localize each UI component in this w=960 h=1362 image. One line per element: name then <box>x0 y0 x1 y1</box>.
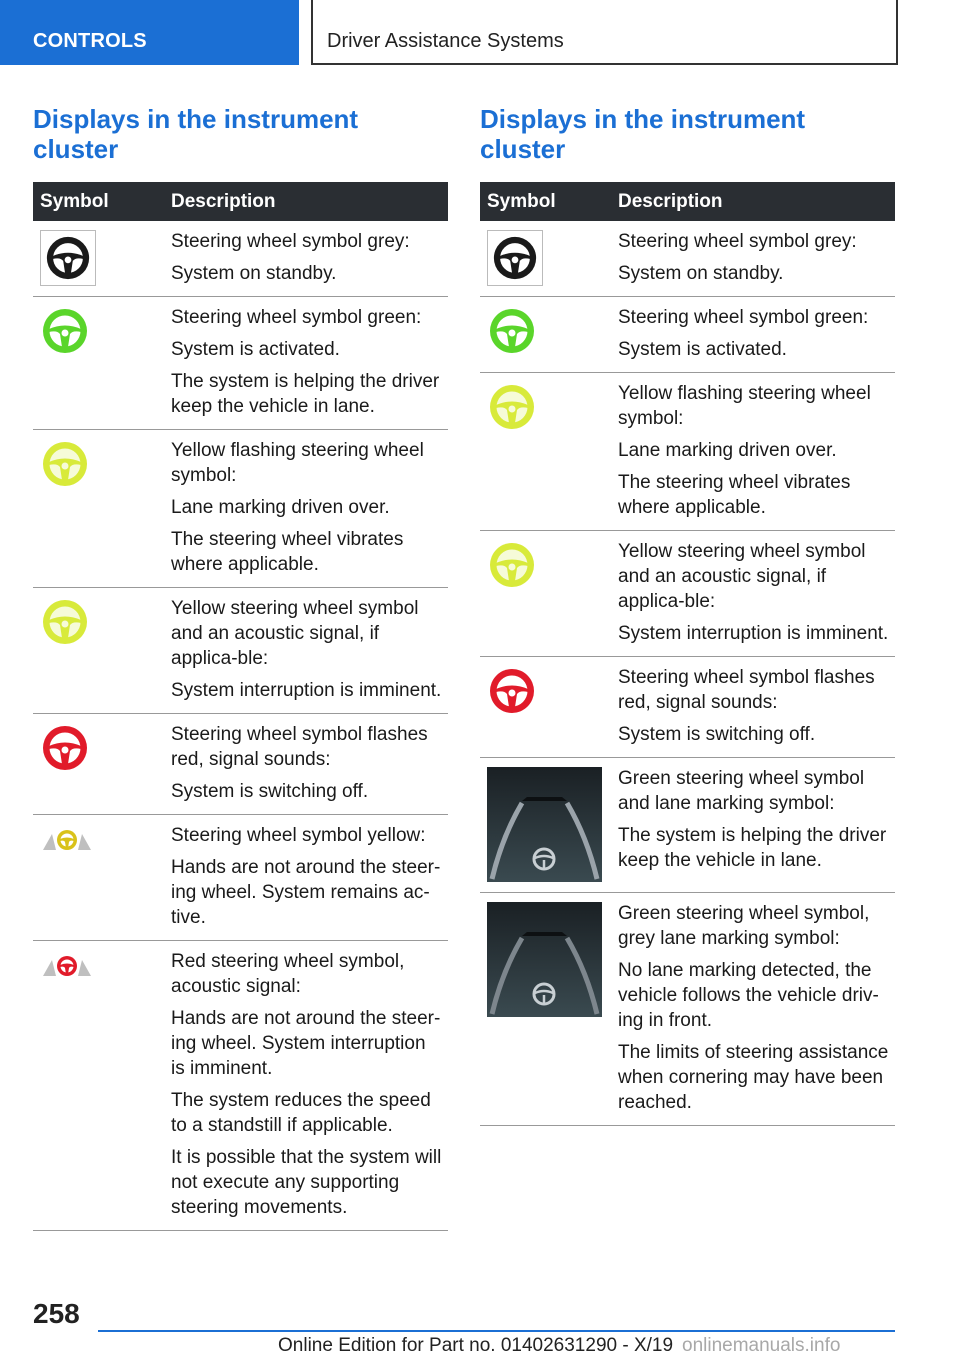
description-line: Red steering wheel symbol, acoustic signal: <box>171 951 405 997</box>
description-cell <box>164 430 448 588</box>
description-line: The limits of steering assistance when cornering may have been reached. <box>618 1042 889 1113</box>
description-cell <box>164 815 448 941</box>
description-line: System is activated. <box>171 339 340 360</box>
steering-wheel-grey-icon <box>487 230 611 286</box>
description-cell <box>164 714 448 815</box>
table-header-row <box>33 182 448 221</box>
table-row <box>480 531 895 657</box>
lane-display-green-icon <box>487 767 611 882</box>
table-row <box>480 373 895 531</box>
table-row <box>33 815 448 941</box>
watermark: onlinemanuals.info <box>682 1335 841 1356</box>
symbol-cell <box>480 893 611 1126</box>
steering-wheel-red-hands-icon <box>40 950 164 980</box>
description-line: System on standby. <box>618 263 784 284</box>
description-line: System is activated. <box>618 339 787 360</box>
symbol-cell <box>33 297 164 430</box>
description-line: The system is helping the driver keep the vehicle in lane. <box>618 825 887 871</box>
description-line: The steering wheel vibrates where applicable. <box>171 529 404 575</box>
description-line: Yellow steering wheel symbol and an acoustic signal, if applica-ble: <box>618 541 866 612</box>
description-cell <box>164 588 448 714</box>
section-title: CONTROLS <box>33 30 147 52</box>
left-column <box>33 100 448 1231</box>
description-line: The system reduces the speed to a standstill if applicable. <box>171 1090 431 1136</box>
steering-wheel-yellow-icon <box>40 597 164 647</box>
column-header-description: Description <box>611 182 895 221</box>
table-row <box>480 297 895 373</box>
section-heading: Displays in the instrument cluster <box>33 104 359 164</box>
description-line: System on standby. <box>171 263 337 284</box>
description-cell <box>611 373 895 531</box>
description-line: Steering wheel symbol flashes red, signal sounds: <box>171 724 428 770</box>
description-cell <box>611 297 895 373</box>
symbol-cell <box>33 588 164 714</box>
symbol-cell <box>33 815 164 941</box>
steering-wheel-grey-icon <box>40 230 164 286</box>
steering-wheel-yellow-icon <box>487 540 611 590</box>
column-header-symbol: Symbol <box>33 182 164 221</box>
description-line: The system is helping the driver keep the vehicle in lane. <box>171 371 440 417</box>
symbol-cell <box>480 758 611 893</box>
table-header-row <box>480 182 895 221</box>
page-number: 258 <box>33 1298 80 1329</box>
description-line: Hands are not around the steer-ing wheel. System remains ac-tive. <box>171 857 441 928</box>
steering-wheel-yellow-hands-icon <box>40 824 164 854</box>
symbol-cell <box>480 221 611 297</box>
symbol-cell <box>33 430 164 588</box>
description-line: Green steering wheel symbol and lane marking symbol: <box>618 768 865 814</box>
table-row <box>33 221 448 297</box>
description-line: Yellow flashing steering wheel symbol: <box>618 383 871 429</box>
table-row <box>480 893 895 1126</box>
symbol-cell <box>480 657 611 758</box>
footer-rule <box>98 1330 895 1332</box>
symbol-cell <box>33 221 164 297</box>
description-line: Steering wheel symbol green: <box>171 307 422 328</box>
description-line: Lane marking driven over. <box>171 497 390 518</box>
description-cell <box>611 657 895 758</box>
section-heading: Displays in the instrument cluster <box>480 104 806 164</box>
description-line: It is possible that the system will not execute any supporting steering movements. <box>171 1147 442 1218</box>
symbol-cell <box>480 531 611 657</box>
steering-wheel-green-icon <box>487 306 611 356</box>
description-cell <box>611 531 895 657</box>
column-header-symbol: Symbol <box>480 182 611 221</box>
symbol-cell <box>480 373 611 531</box>
symbol-table <box>480 182 895 1126</box>
edition-text: Online Edition for Part no. 01402631290 - X/19 <box>278 1335 674 1356</box>
description-cell <box>164 221 448 297</box>
section-tab <box>0 0 299 65</box>
description-line: Steering wheel symbol flashes red, signal sounds: <box>618 667 875 713</box>
description-line: Steering wheel symbol yellow: <box>171 825 426 846</box>
description-line: No lane marking detected, the vehicle follows the vehicle driv-ing in front. <box>618 960 879 1031</box>
description-line: Steering wheel symbol grey: <box>618 231 857 252</box>
symbol-cell <box>480 297 611 373</box>
table-row <box>480 221 895 297</box>
chapter-title: Driver Assistance Systems <box>327 30 564 52</box>
steering-wheel-yellow-flashing-icon <box>487 382 611 432</box>
description-line: Hands are not around the steer-ing wheel. System interruption is imminent. <box>171 1008 441 1079</box>
table-row <box>33 588 448 714</box>
table-row <box>33 714 448 815</box>
description-cell <box>164 941 448 1231</box>
description-cell <box>611 758 895 893</box>
table-row <box>480 657 895 758</box>
symbol-cell <box>33 941 164 1231</box>
right-column <box>480 100 895 1126</box>
description-line: The steering wheel vibrates where applicable. <box>618 472 851 518</box>
description-line: Steering wheel symbol grey: <box>171 231 410 252</box>
steering-wheel-yellow-flashing-icon <box>40 439 164 489</box>
description-line: Yellow flashing steering wheel symbol: <box>171 440 424 486</box>
symbol-cell <box>33 714 164 815</box>
table-row <box>33 430 448 588</box>
description-line: System is switching off. <box>171 781 369 802</box>
table-row <box>33 941 448 1231</box>
description-line: System is switching off. <box>618 724 816 745</box>
table-row <box>33 297 448 430</box>
column-header-description: Description <box>164 182 448 221</box>
description-cell <box>611 893 895 1126</box>
description-cell <box>164 297 448 430</box>
steering-wheel-green-icon <box>40 306 164 356</box>
chapter-tab <box>311 0 898 65</box>
symbol-table <box>33 182 448 1231</box>
description-line: System interruption is imminent. <box>171 680 442 701</box>
table-row <box>480 758 895 893</box>
steering-wheel-red-icon <box>40 723 164 773</box>
description-line: Yellow steering wheel symbol and an acoustic signal, if applica-ble: <box>171 598 419 669</box>
steering-wheel-red-icon <box>487 666 611 716</box>
description-line: Lane marking driven over. <box>618 440 837 461</box>
description-line: Steering wheel symbol green: <box>618 307 869 328</box>
description-line: Green steering wheel symbol, grey lane marking symbol: <box>618 903 870 949</box>
description-line: System interruption is imminent. <box>618 623 889 644</box>
lane-display-grey-icon <box>487 902 611 1017</box>
description-cell <box>611 221 895 297</box>
